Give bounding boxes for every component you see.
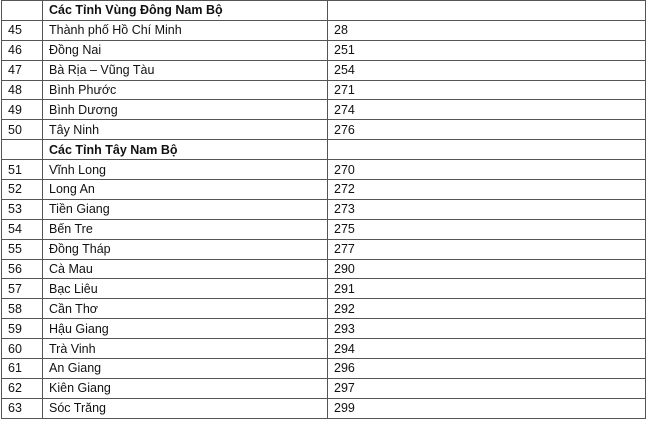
area-code-cell — [328, 1, 646, 21]
row-number-cell: 52 — [2, 180, 43, 200]
row-number-cell: 57 — [2, 279, 43, 299]
province-name-cell: Tiền Giang — [43, 199, 328, 219]
province-name-cell: Hậu Giang — [43, 319, 328, 339]
row-number-cell: 55 — [2, 239, 43, 259]
area-code-cell: 272 — [328, 180, 646, 200]
table-row — [2, 40, 646, 60]
table-row — [2, 378, 646, 398]
province-name-cell: Thành phố Hồ Chí Minh — [43, 20, 328, 40]
province-name-cell: Bà Rịa – Vũng Tàu — [43, 60, 328, 80]
row-number-cell — [2, 1, 43, 21]
province-name-cell: Đồng Nai — [43, 40, 328, 60]
province-name-cell: Sóc Trăng — [43, 398, 328, 418]
area-code-cell: 296 — [328, 359, 646, 379]
row-number-cell: 46 — [2, 40, 43, 60]
row-number-cell: 45 — [2, 20, 43, 40]
table-row — [2, 299, 646, 319]
area-code-cell: 28 — [328, 20, 646, 40]
section-title: Các Tỉnh Tây Nam Bộ — [43, 140, 328, 160]
area-code-cell: 251 — [328, 40, 646, 60]
area-code-cell: 274 — [328, 100, 646, 120]
section-title: Các Tỉnh Vùng Đông Nam Bộ — [43, 1, 328, 21]
section-header-row — [2, 140, 646, 160]
row-number-cell: 48 — [2, 80, 43, 100]
area-code-cell: 273 — [328, 199, 646, 219]
row-number-cell: 60 — [2, 339, 43, 359]
table-row — [2, 339, 646, 359]
province-name-cell: An Giang — [43, 359, 328, 379]
row-number-cell: 63 — [2, 398, 43, 418]
row-number-cell: 53 — [2, 199, 43, 219]
province-name-cell: Tây Ninh — [43, 120, 328, 140]
table-row — [2, 120, 646, 140]
table-row — [2, 100, 646, 120]
table-row — [2, 239, 646, 259]
table-row — [2, 359, 646, 379]
province-name-cell: Cần Thơ — [43, 299, 328, 319]
province-code-table — [1, 0, 646, 419]
table-body — [2, 1, 646, 419]
area-code-cell: 271 — [328, 80, 646, 100]
province-name-cell: Đồng Tháp — [43, 239, 328, 259]
table-row — [2, 398, 646, 418]
table-row — [2, 319, 646, 339]
area-code-cell: 299 — [328, 398, 646, 418]
area-code-cell: 292 — [328, 299, 646, 319]
table-row — [2, 20, 646, 40]
row-number-cell: 61 — [2, 359, 43, 379]
row-number-cell: 50 — [2, 120, 43, 140]
province-name-cell: Trà Vinh — [43, 339, 328, 359]
province-name-cell: Bình Phước — [43, 80, 328, 100]
province-name-cell: Bình Dương — [43, 100, 328, 120]
area-code-cell: 294 — [328, 339, 646, 359]
table-row — [2, 80, 646, 100]
area-code-cell: 254 — [328, 60, 646, 80]
table-row — [2, 199, 646, 219]
area-code-cell: 293 — [328, 319, 646, 339]
row-number-cell: 56 — [2, 259, 43, 279]
province-name-cell: Kiên Giang — [43, 378, 328, 398]
section-header-row — [2, 1, 646, 21]
province-name-cell: Long An — [43, 180, 328, 200]
row-number-cell: 58 — [2, 299, 43, 319]
table-row — [2, 259, 646, 279]
table-row — [2, 160, 646, 180]
row-number-cell — [2, 140, 43, 160]
row-number-cell: 49 — [2, 100, 43, 120]
area-code-cell: 297 — [328, 378, 646, 398]
province-name-cell: Cà Mau — [43, 259, 328, 279]
table-row — [2, 180, 646, 200]
row-number-cell: 47 — [2, 60, 43, 80]
row-number-cell: 59 — [2, 319, 43, 339]
area-code-cell — [328, 140, 646, 160]
area-code-cell: 290 — [328, 259, 646, 279]
row-number-cell: 51 — [2, 160, 43, 180]
table-row — [2, 60, 646, 80]
area-code-cell: 276 — [328, 120, 646, 140]
area-code-cell: 275 — [328, 219, 646, 239]
area-code-cell: 291 — [328, 279, 646, 299]
area-code-cell: 277 — [328, 239, 646, 259]
province-name-cell: Vĩnh Long — [43, 160, 328, 180]
row-number-cell: 54 — [2, 219, 43, 239]
province-name-cell: Bạc Liêu — [43, 279, 328, 299]
province-name-cell: Bến Tre — [43, 219, 328, 239]
table-row — [2, 279, 646, 299]
area-code-cell: 270 — [328, 160, 646, 180]
row-number-cell: 62 — [2, 378, 43, 398]
table-row — [2, 219, 646, 239]
